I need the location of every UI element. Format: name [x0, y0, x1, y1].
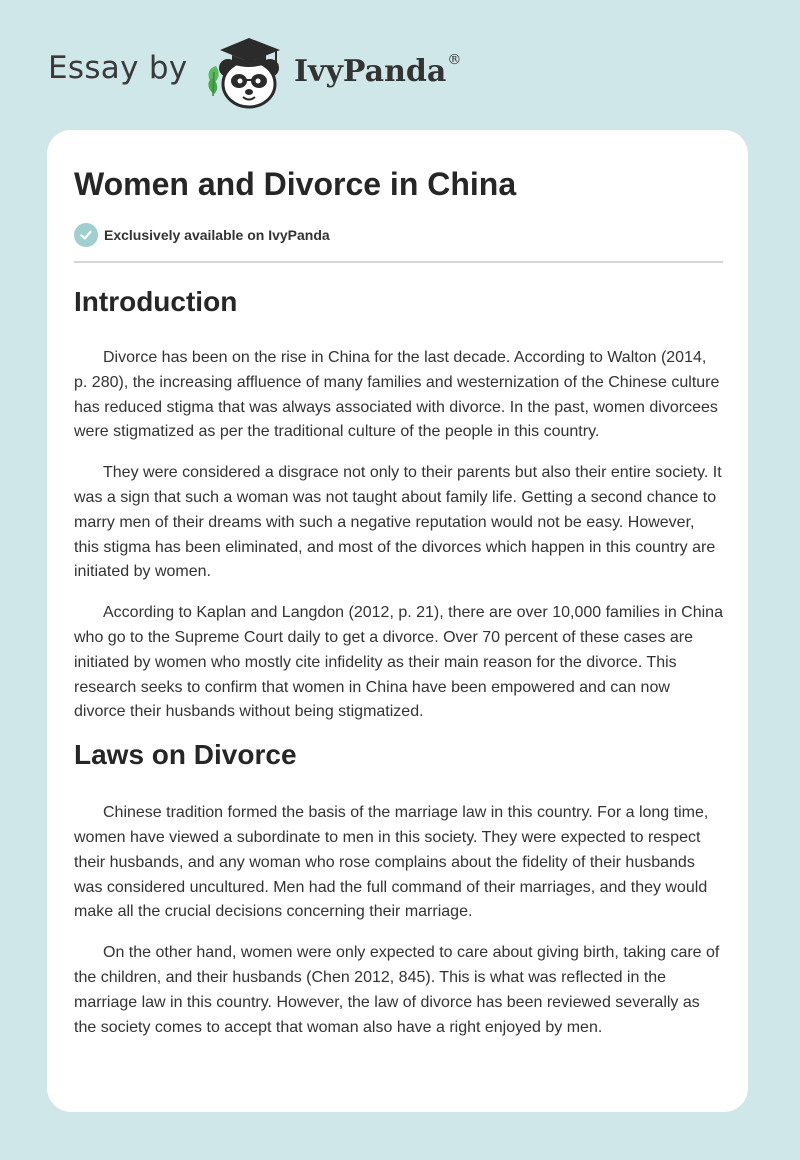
article-title: Women and Divorce in China [74, 166, 517, 202]
paragraph: Chinese tradition formed the basis of the marriage law in this country. For a long time, women have viewed a subordinate to men in this society. They were expected to respect their husbands, and any woman who rose complains about the fidelity of their husbands was considered uncultured. Men had the full command of their marriages, and they would make all the crucial decisions concerning their marriage. [74, 804, 709, 921]
panda-graduate-icon[interactable] [202, 34, 290, 110]
site-header [48, 34, 648, 110]
paragraph: According to Kaplan and Langdon (2012, p. 21), there are over 10,000 families in China who go to the Supreme Court daily to get a divorce. Over 70 percent of these cases are initiated by women who mostly cite infidelity as their main reason for the divorce. This research seeks to confirm that women in China have been empowered and can now divorce their husbands without being stigmatized. [74, 604, 723, 721]
trademark-symbol: ® [447, 52, 462, 68]
check-icon [74, 223, 98, 247]
section-heading-laws-on-divorce: Laws on Divorce [74, 739, 297, 771]
article-body [74, 282, 723, 1040]
exclusive-text: Exclusively available on IvyPanda [104, 227, 330, 243]
essay-by-label: Essay by [48, 50, 188, 86]
section-heading-introduction: Introduction [74, 286, 238, 317]
exclusive-badge [74, 223, 330, 247]
title-divider [74, 261, 723, 263]
article-card [47, 130, 748, 1112]
paragraph: Divorce has been on the rise in China for the last decade. According to Walton (2014, p. 280), the increasing affluence of many families and westernization of the Chinese culture has reduced stigma that was always associated with divorce. In the past, women divorcees were stigmatized as per the traditional culture of the people in this country. [74, 349, 720, 441]
paragraph: They were considered a disgrace not only to their parents but also their entire society. It was a sign that such a woman was not taught about family life. Getting a second chance to marry men of their dreams with such a negative reputation would not be easy. However, this stigma has been eliminated, and most of the divorces which happen in this country are initiated by women. [74, 464, 722, 581]
brand-name[interactable]: IvyPanda® [294, 52, 462, 89]
paragraph: On the other hand, women were only expected to care about giving birth, taking care of the children, and their husbands (Chen 2012, 845). This is what was reflected in the marriage law in this country. However, the law of divorce has been reviewed severally as the society comes to accept that woman also have a right enjoyed by men. [74, 944, 720, 1036]
